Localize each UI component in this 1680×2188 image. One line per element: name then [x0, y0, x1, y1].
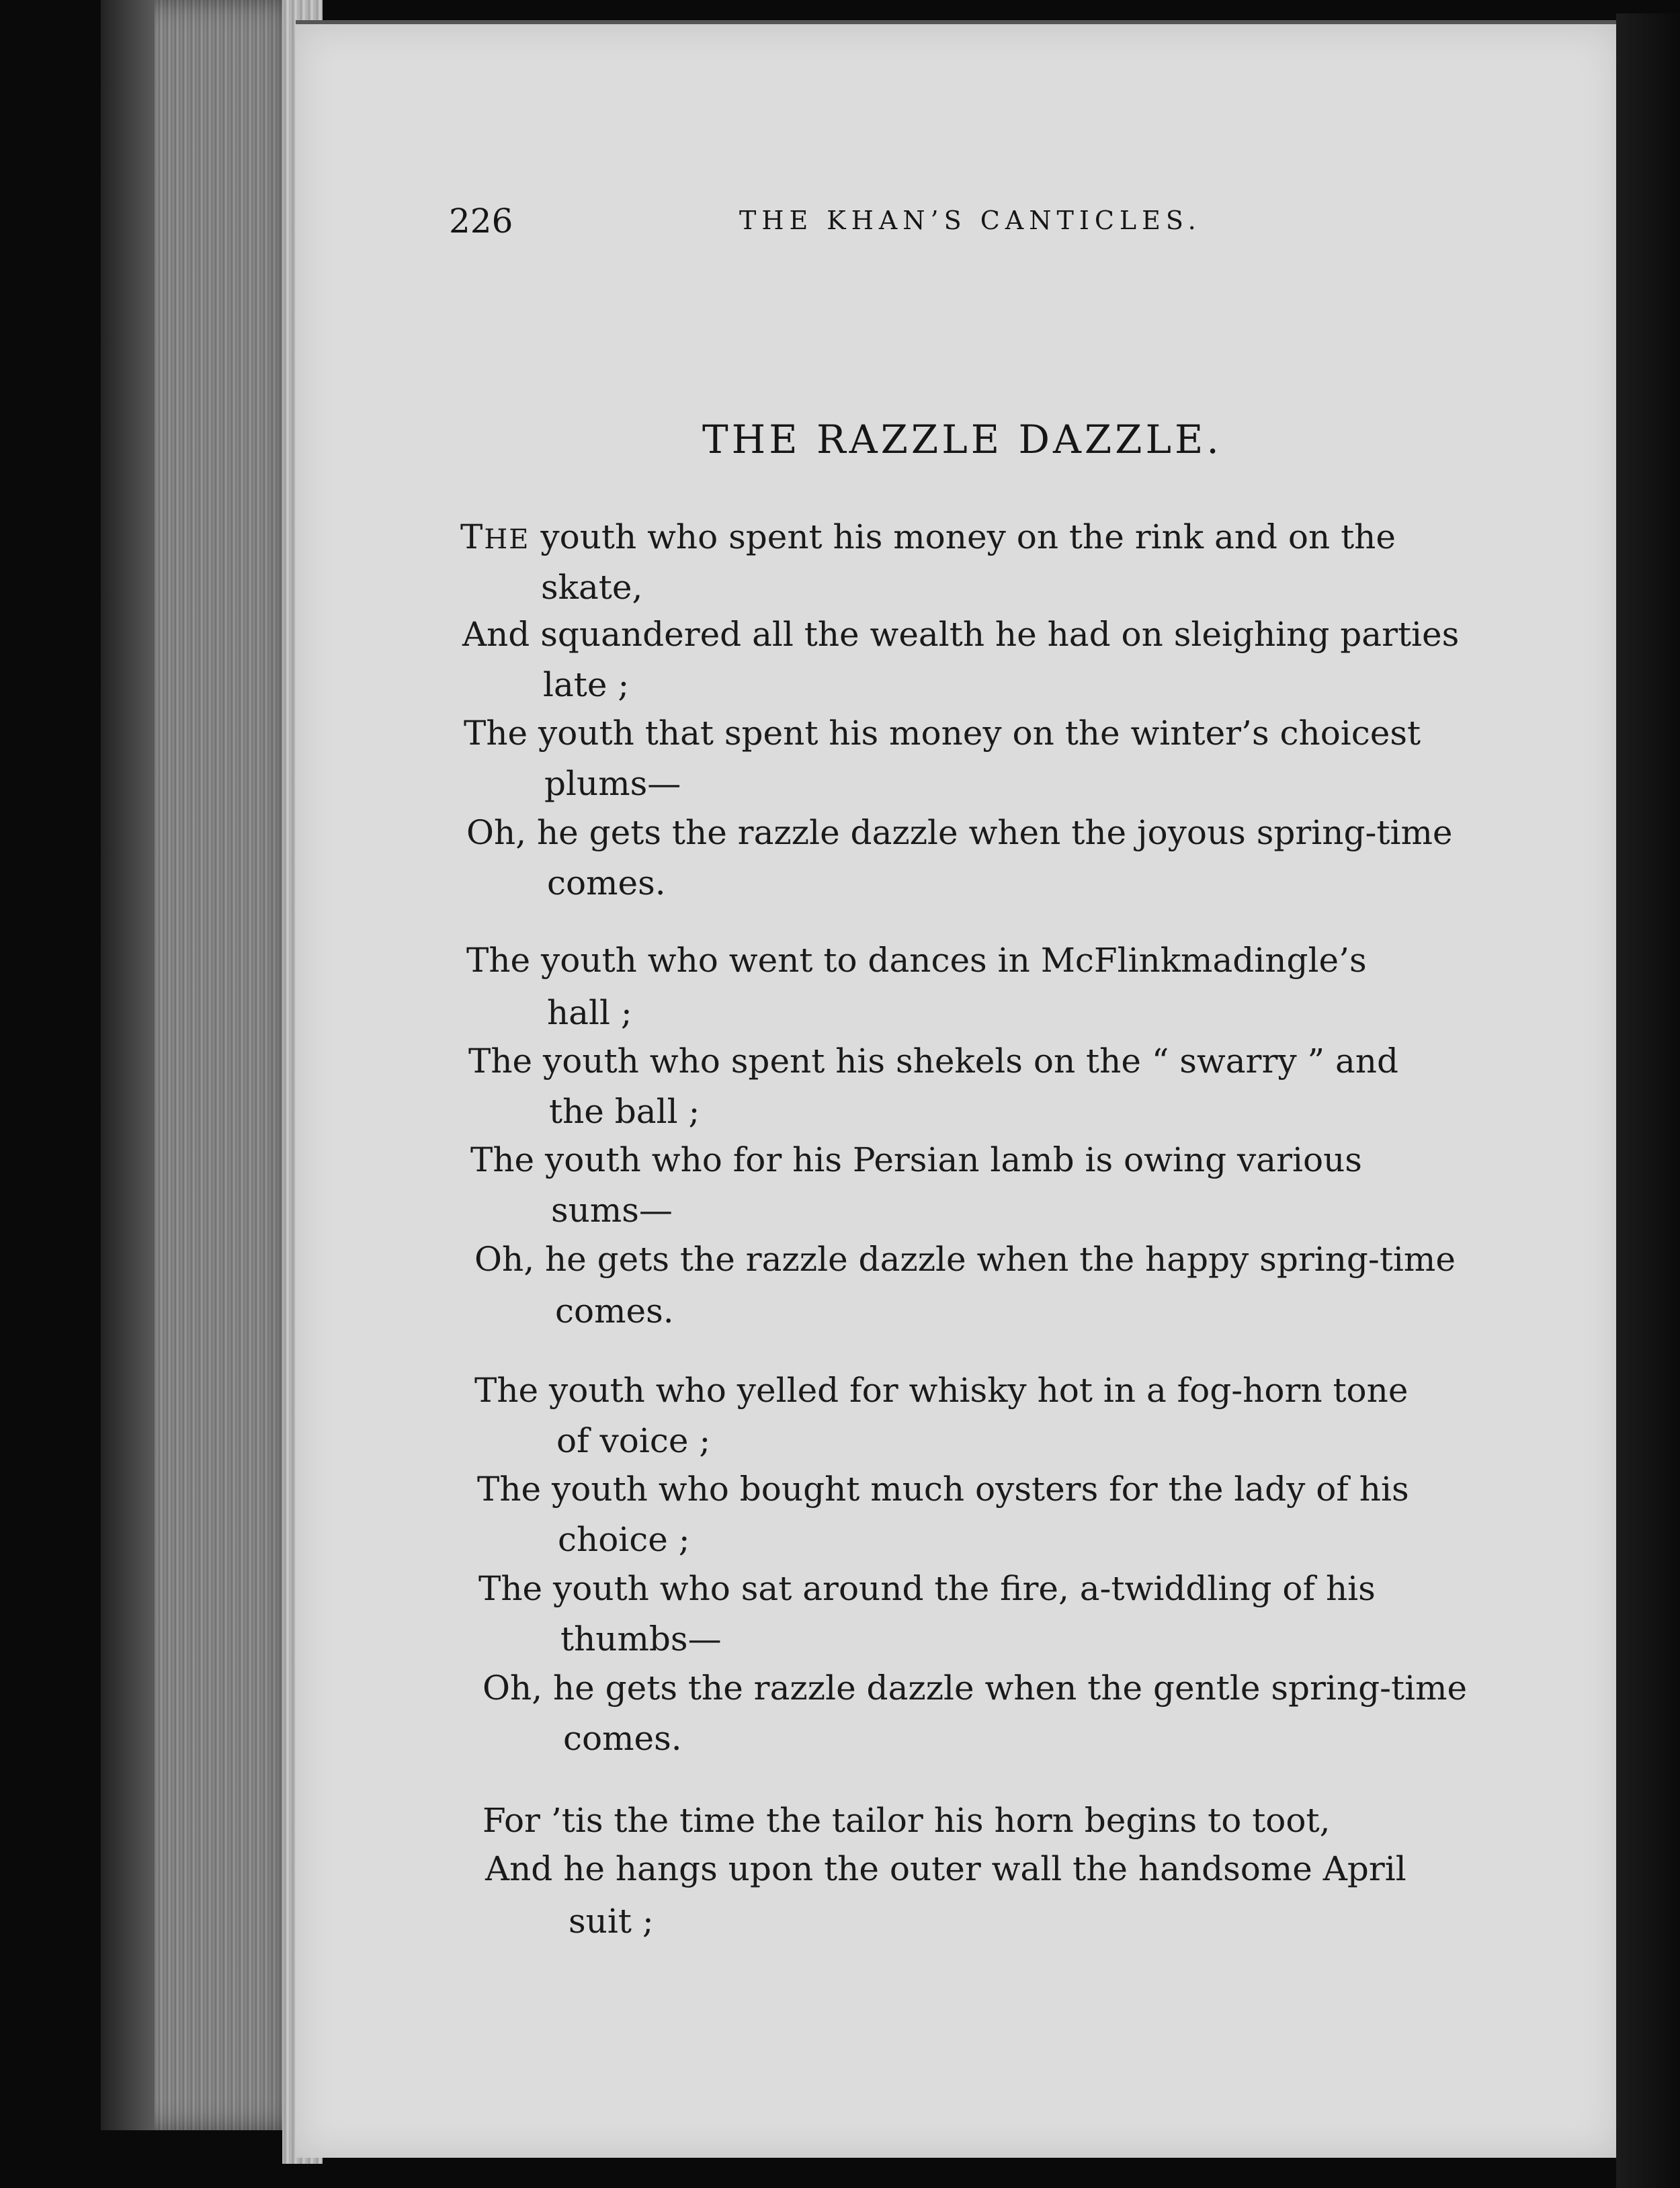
poem-line: Oh, he gets the razzle dazzle when the gentle spring-time [482, 1669, 1468, 1708]
poem-line-continuation: skate, [541, 568, 643, 607]
poem-line-continuation: comes. [547, 864, 666, 902]
poem-line: The youth who yelled for whisky hot in a fog-horn tone [474, 1371, 1409, 1410]
poem-line-text: youth who spent his money on the rink and on the [530, 517, 1396, 556]
poem-line: The youth who for his Persian lamb is owing various [470, 1140, 1362, 1179]
drop-cap-letter: T [460, 517, 485, 556]
poem-line-continuation: hall ; [547, 993, 632, 1032]
poem-line: Oh, he gets the razzle dazzle when the happy spring-time [474, 1240, 1456, 1279]
poem-line-continuation: the ball ; [549, 1092, 700, 1131]
poem-line: The youth who went to dances in McFlinkmadingle’s [466, 941, 1367, 980]
page-number: 226 [449, 202, 513, 241]
poem-title: THE RAZZLE DAZZLE. [702, 417, 1222, 462]
poem-line: The youth that spent his money on the winter’s choicest [464, 714, 1421, 753]
poem-line: Oh, he gets the razzle dazzle when the joyous spring-time [466, 813, 1453, 852]
small-caps-letters: HE [484, 524, 530, 555]
poem-line [460, 517, 1396, 556]
poem-line: For ’tis the time the tailor his horn begins to toot, [482, 1801, 1331, 1840]
page-right-shadow [1616, 13, 1680, 2188]
poem-line: And squandered all the wealth he had on sleighing parties [462, 615, 1460, 654]
poem-line-continuation: choice ; [558, 1520, 690, 1559]
poem-line: The youth who bought much oysters for the lady of his [477, 1470, 1409, 1509]
poem-line-continuation: of voice ; [556, 1421, 711, 1460]
poem-line-continuation: comes. [555, 1292, 674, 1331]
poem-line: The youth who sat around the fire, a-twiddling of his [478, 1569, 1376, 1608]
poem-line-continuation: sums— [551, 1191, 673, 1230]
poem-line: The youth who spent his shekels on the “ swarry ” and [468, 1042, 1398, 1081]
poem-line-continuation: plums— [544, 764, 681, 803]
poem-line-continuation: thumbs— [560, 1619, 722, 1658]
poem-line-continuation: suit ; [569, 1902, 654, 1941]
poem-line-continuation: comes. [563, 1719, 682, 1758]
poem-line: And he hangs upon the outer wall the handsome April [485, 1849, 1406, 1888]
running-title: THE KHAN’S CANTICLES. [739, 206, 1202, 235]
poem-line-continuation: late ; [543, 665, 630, 704]
book-spine-shadow [101, 0, 155, 2130]
